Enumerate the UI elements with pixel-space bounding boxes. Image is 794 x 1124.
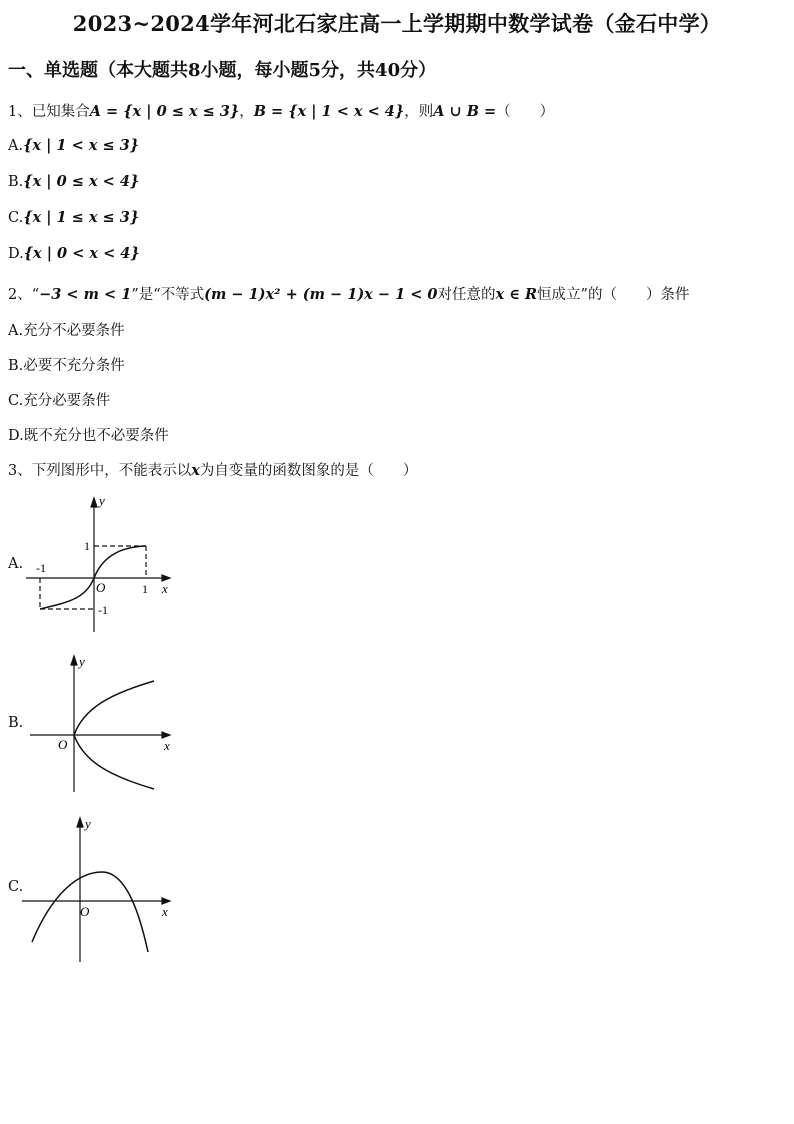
q2-condition: −3 < m < 1 <box>39 286 132 303</box>
x-axis-label: x <box>162 581 168 596</box>
option-label: D. <box>8 246 24 262</box>
tick-label: -1 <box>98 603 108 617</box>
q1-paren: （ ） <box>496 104 555 120</box>
option-text: {x | 0 < x < 4} <box>23 245 140 262</box>
option-label: C. <box>8 393 24 409</box>
option-text: 必要不充分条件 <box>23 358 125 374</box>
q3-suffix: 为自变量的函数图象的是（ ） <box>199 463 418 479</box>
q3-option-a-graph <box>0 490 190 640</box>
y-axis-label: y <box>99 493 105 508</box>
question-1-stem <box>8 100 554 121</box>
option-label: D. <box>8 428 24 444</box>
tick-label: -1 <box>36 561 46 575</box>
option-label: B. <box>8 358 24 374</box>
section-heading: 一、单选题（本大题共8小题，每小题5分，共40分） <box>8 60 437 81</box>
option-text: 充分不必要条件 <box>23 323 125 339</box>
option-text: 充分必要条件 <box>23 393 111 409</box>
q1-option-b <box>8 173 139 190</box>
q1-option-c <box>8 209 139 226</box>
q3-option-b-label: B. <box>8 715 24 731</box>
q2-inequality: (m − 1)x² + (m − 1)x − 1 < 0 <box>204 286 438 303</box>
question-3-stem <box>8 459 417 480</box>
q2-option-d <box>8 424 169 445</box>
page-title: 2023~2024学年河北石家庄高一上学期期中数学试卷（金石中学） <box>72 11 722 36</box>
origin-label: O <box>58 737 68 752</box>
question-2-stem <box>8 283 689 304</box>
curve <box>32 872 148 952</box>
y-axis-label: y <box>79 654 85 669</box>
q3-option-b-graph <box>0 650 190 800</box>
q1-union: A ∪ B = <box>433 103 497 120</box>
x-axis-label: x <box>162 904 168 919</box>
y-axis-arrow <box>91 498 97 507</box>
q2-prefix: 2、“ <box>8 287 40 303</box>
option-label: C. <box>8 210 24 226</box>
option-text: 既不充分也不必要条件 <box>23 428 169 444</box>
option-label: B. <box>8 174 24 190</box>
q1-set-a: A = {x | 0 ≤ x ≤ 3} <box>89 103 240 120</box>
q3-prefix: 3、下列图形中，不能表示以 <box>8 463 192 479</box>
q1-option-d <box>8 245 140 262</box>
option-text: {x | 1 < x ≤ 3} <box>23 137 140 154</box>
q3-option-c-label: C. <box>8 879 24 895</box>
option-label: A. <box>8 138 24 154</box>
tick-label: 1 <box>84 539 90 553</box>
option-label: A. <box>8 323 24 339</box>
y-axis-arrow <box>71 656 77 665</box>
q2-mid2: 对任意的 <box>437 287 496 303</box>
q1-option-a <box>8 137 139 154</box>
origin-label: O <box>96 580 106 595</box>
q2-mid3: 恒成立”的（ ）条件 <box>537 287 690 303</box>
origin-label: O <box>80 904 90 919</box>
option-text: {x | 0 ≤ x < 4} <box>23 173 140 190</box>
q1-set-b: B = {x | 1 < x < 4} <box>253 103 405 120</box>
q3-option-a-label: A. <box>8 556 24 572</box>
q3-var: x <box>191 462 200 479</box>
x-axis-label: x <box>164 738 170 753</box>
q2-option-c <box>8 389 110 410</box>
y-axis-arrow <box>77 818 83 827</box>
y-axis-label: y <box>85 816 91 831</box>
q2-forall: x ∈ R <box>495 286 538 303</box>
q1-comma: ， <box>239 104 254 120</box>
tick-label: 1 <box>142 582 148 596</box>
q2-option-a <box>8 319 125 340</box>
option-text: {x | 1 ≤ x ≤ 3} <box>23 209 140 226</box>
q1-then: ，则 <box>404 104 434 120</box>
q2-option-b <box>8 354 125 375</box>
q2-mid1: ”是“不等式 <box>131 287 205 303</box>
q3-option-c-graph <box>0 810 190 970</box>
q1-prefix: 1、已知集合 <box>8 104 90 120</box>
